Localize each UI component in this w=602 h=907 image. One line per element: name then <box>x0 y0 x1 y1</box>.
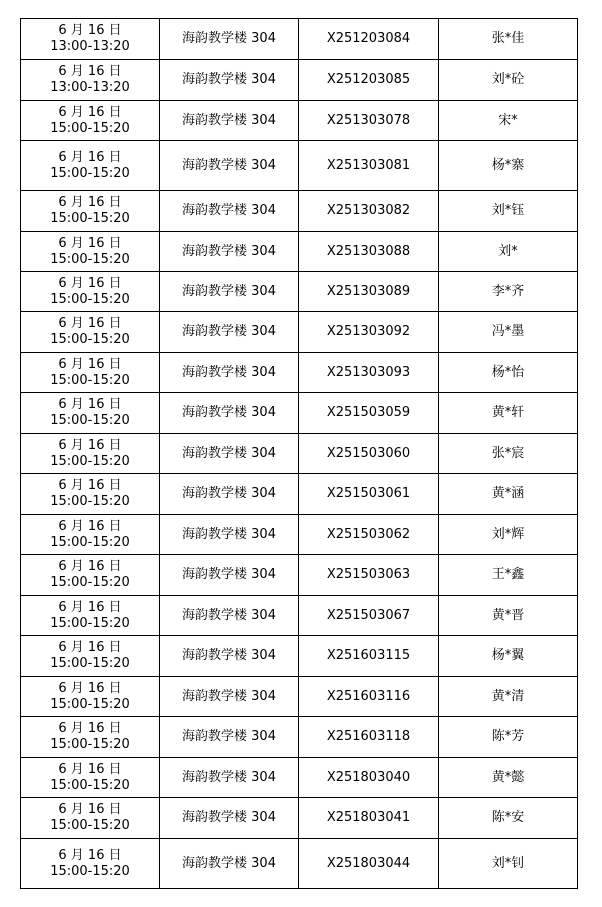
date-text: 6 月 16 日 <box>58 599 122 615</box>
student-name-cell: 黄*清 <box>439 677 578 717</box>
table-row <box>21 272 578 312</box>
location-cell: 海韵教学楼 304 <box>160 353 299 393</box>
location-cell: 海韵教学楼 304 <box>160 232 299 272</box>
date-text: 6 月 16 日 <box>58 847 122 863</box>
table-row <box>21 434 578 474</box>
table-row <box>21 555 578 596</box>
datetime-cell <box>21 232 160 272</box>
location-cell: 海韵教学楼 304 <box>160 141 299 191</box>
student-id-cell: X251503063 <box>299 555 439 596</box>
student-id-cell: X251303089 <box>299 272 439 312</box>
date-text: 6 月 16 日 <box>58 23 122 38</box>
time-text: 15:00-15:20 <box>50 696 130 712</box>
student-id-cell: X251603115 <box>299 636 439 677</box>
table-row <box>21 60 578 101</box>
datetime-cell <box>21 717 160 758</box>
student-name-cell: 黄*涵 <box>439 474 578 515</box>
datetime-cell <box>21 798 160 839</box>
location-cell: 海韵教学楼 304 <box>160 60 299 101</box>
table-row <box>21 677 578 717</box>
datetime-cell <box>21 393 160 434</box>
date-text: 6 月 16 日 <box>58 478 122 493</box>
time-text: 13:00-13:20 <box>50 39 130 54</box>
table-row <box>21 474 578 515</box>
location-cell: 海韵教学楼 304 <box>160 272 299 312</box>
student-name-cell: 王*鑫 <box>439 555 578 596</box>
time-text: 15:00-15:20 <box>50 656 130 671</box>
time-text: 15:00-15:20 <box>50 534 130 550</box>
student-id-cell: X251803041 <box>299 798 439 839</box>
student-id-cell: X251303078 <box>299 101 439 141</box>
table-row <box>21 717 578 758</box>
date-text: 6 月 16 日 <box>58 356 122 372</box>
location-cell: 海韵教学楼 304 <box>160 312 299 353</box>
time-text: 15:00-15:20 <box>50 165 130 181</box>
student-name-cell: 张*佳 <box>439 19 578 60</box>
time-text: 15:00-15:20 <box>50 332 130 347</box>
student-id-cell: X251603116 <box>299 677 439 717</box>
datetime-cell <box>21 636 160 677</box>
date-text: 6 月 16 日 <box>58 721 122 736</box>
date-text: 6 月 16 日 <box>58 316 122 331</box>
table-row <box>21 798 578 839</box>
datetime-cell <box>21 839 160 889</box>
date-text: 6 月 16 日 <box>58 802 122 817</box>
student-name-cell: 刘*辉 <box>439 515 578 555</box>
student-name-cell: 张*宸 <box>439 434 578 474</box>
date-text: 6 月 16 日 <box>58 195 122 210</box>
time-text: 15:00-15:20 <box>50 291 130 307</box>
date-text: 6 月 16 日 <box>58 761 122 777</box>
time-text: 13:00-13:20 <box>50 80 130 95</box>
datetime-cell <box>21 677 160 717</box>
student-name-cell: 冯*墨 <box>439 312 578 353</box>
location-cell: 海韵教学楼 304 <box>160 798 299 839</box>
student-id-cell: X251203084 <box>299 19 439 60</box>
date-text: 6 月 16 日 <box>58 235 122 251</box>
datetime-cell <box>21 60 160 101</box>
student-id-cell: X251303093 <box>299 353 439 393</box>
date-text: 6 月 16 日 <box>58 104 122 120</box>
table-row <box>21 101 578 141</box>
time-text: 15:00-15:20 <box>50 863 130 879</box>
datetime-cell <box>21 191 160 232</box>
date-text: 6 月 16 日 <box>58 275 122 291</box>
table-row <box>21 19 578 60</box>
student-id-cell: X251603118 <box>299 717 439 758</box>
table-row <box>21 515 578 555</box>
student-name-cell: 刘*钰 <box>439 191 578 232</box>
table-row <box>21 636 578 677</box>
student-id-cell: X251303092 <box>299 312 439 353</box>
student-name-cell: 李*齐 <box>439 272 578 312</box>
time-text: 15:00-15:20 <box>50 413 130 428</box>
student-name-cell: 陈*安 <box>439 798 578 839</box>
location-cell: 海韵教学楼 304 <box>160 717 299 758</box>
location-cell: 海韵教学楼 304 <box>160 515 299 555</box>
location-cell: 海韵教学楼 304 <box>160 434 299 474</box>
student-id-cell: X251303088 <box>299 232 439 272</box>
student-name-cell: 陈*芳 <box>439 717 578 758</box>
location-cell: 海韵教学楼 304 <box>160 393 299 434</box>
time-text: 15:00-15:20 <box>50 575 130 590</box>
date-text: 6 月 16 日 <box>58 64 122 79</box>
date-text: 6 月 16 日 <box>58 518 122 534</box>
date-text: 6 月 16 日 <box>58 680 122 696</box>
student-id-cell: X251203085 <box>299 60 439 101</box>
student-name-cell: 刘*砼 <box>439 60 578 101</box>
datetime-cell <box>21 19 160 60</box>
table-row <box>21 312 578 353</box>
location-cell: 海韵教学楼 304 <box>160 758 299 798</box>
student-id-cell: X251503062 <box>299 515 439 555</box>
table-row <box>21 596 578 636</box>
datetime-cell <box>21 312 160 353</box>
datetime-cell <box>21 101 160 141</box>
table-row <box>21 141 578 191</box>
location-cell: 海韵教学楼 304 <box>160 839 299 889</box>
student-id-cell: X251303081 <box>299 141 439 191</box>
student-name-cell: 黄*懿 <box>439 758 578 798</box>
schedule-table-body <box>21 19 578 889</box>
date-text: 6 月 16 日 <box>58 397 122 412</box>
student-id-cell: X251503061 <box>299 474 439 515</box>
time-text: 15:00-15:20 <box>50 372 130 388</box>
time-text: 15:00-15:20 <box>50 615 130 631</box>
table-row <box>21 393 578 434</box>
student-name-cell: 黄*晋 <box>439 596 578 636</box>
time-text: 15:00-15:20 <box>50 120 130 136</box>
date-text: 6 月 16 日 <box>58 437 122 453</box>
student-name-cell: 杨*怡 <box>439 353 578 393</box>
location-cell: 海韵教学楼 304 <box>160 555 299 596</box>
location-cell: 海韵教学楼 304 <box>160 474 299 515</box>
datetime-cell <box>21 141 160 191</box>
location-cell: 海韵教学楼 304 <box>160 191 299 232</box>
student-name-cell: 黄*轩 <box>439 393 578 434</box>
student-name-cell: 刘* <box>439 232 578 272</box>
datetime-cell <box>21 758 160 798</box>
student-name-cell: 杨*寨 <box>439 141 578 191</box>
student-id-cell: X251803044 <box>299 839 439 889</box>
datetime-cell <box>21 272 160 312</box>
date-text: 6 月 16 日 <box>58 640 122 655</box>
time-text: 15:00-15:20 <box>50 737 130 752</box>
datetime-cell <box>21 434 160 474</box>
table-row <box>21 353 578 393</box>
time-text: 15:00-15:20 <box>50 211 130 226</box>
student-name-cell: 杨*翼 <box>439 636 578 677</box>
time-text: 15:00-15:20 <box>50 494 130 509</box>
student-id-cell: X251303082 <box>299 191 439 232</box>
datetime-cell <box>21 474 160 515</box>
table-row <box>21 758 578 798</box>
table-row <box>21 232 578 272</box>
student-id-cell: X251503067 <box>299 596 439 636</box>
student-id-cell: X251803040 <box>299 758 439 798</box>
student-name-cell: 刘*钊 <box>439 839 578 889</box>
location-cell: 海韵教学楼 304 <box>160 636 299 677</box>
time-text: 15:00-15:20 <box>50 251 130 267</box>
student-id-cell: X251503060 <box>299 434 439 474</box>
time-text: 15:00-15:20 <box>50 818 130 833</box>
datetime-cell <box>21 555 160 596</box>
location-cell: 海韵教学楼 304 <box>160 101 299 141</box>
date-text: 6 月 16 日 <box>58 149 122 165</box>
datetime-cell <box>21 515 160 555</box>
location-cell: 海韵教学楼 304 <box>160 596 299 636</box>
table-row <box>21 191 578 232</box>
table-row <box>21 839 578 889</box>
student-id-cell: X251503059 <box>299 393 439 434</box>
time-text: 15:00-15:20 <box>50 777 130 793</box>
location-cell: 海韵教学楼 304 <box>160 677 299 717</box>
schedule-table <box>20 18 578 889</box>
datetime-cell <box>21 596 160 636</box>
time-text: 15:00-15:20 <box>50 453 130 469</box>
location-cell: 海韵教学楼 304 <box>160 19 299 60</box>
date-text: 6 月 16 日 <box>58 559 122 574</box>
datetime-cell <box>21 353 160 393</box>
student-name-cell: 宋* <box>439 101 578 141</box>
